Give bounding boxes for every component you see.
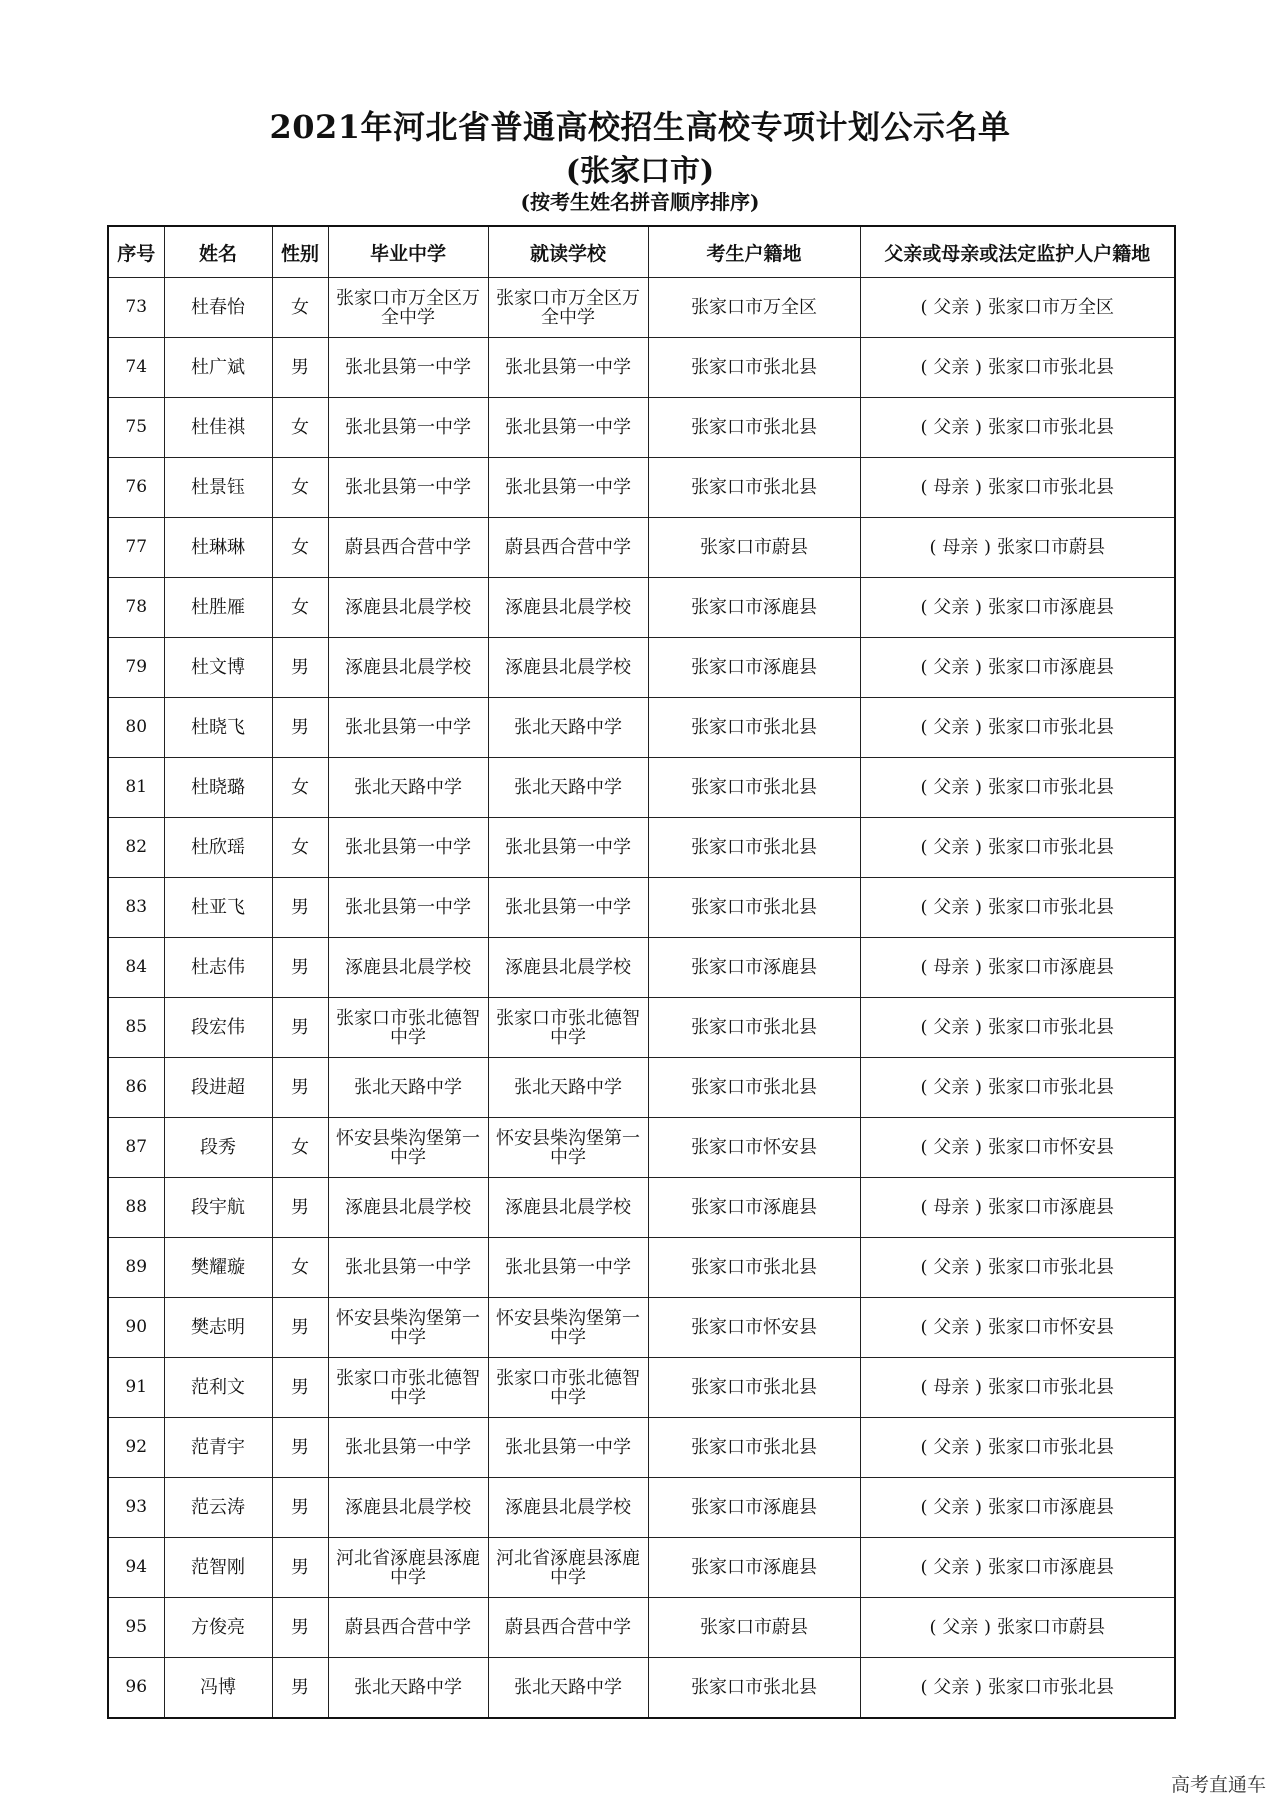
- sort-note: (按考生姓名拼音顺序排序): [520, 190, 760, 214]
- cell-guardian-registration: [860, 638, 1175, 698]
- table-row: [108, 1058, 1175, 1118]
- table-row: [108, 1418, 1175, 1478]
- cell-guardian-registration: [860, 1298, 1175, 1358]
- table-row: [108, 398, 1175, 458]
- cell-graduated-school: 蔚县西合营中学: [328, 1598, 488, 1658]
- cell-gender: 女: [272, 1238, 328, 1298]
- header-name: 姓名: [164, 226, 272, 278]
- cell-gender: 女: [272, 578, 328, 638]
- table-row: [108, 938, 1175, 998]
- cell-household-registration: 张家口市涿鹿县: [648, 638, 860, 698]
- guardian-relation: ( 父亲 ): [920, 1497, 982, 1518]
- cell-guardian-registration: [860, 1538, 1175, 1598]
- cell-no: 95: [108, 1598, 164, 1658]
- cell-household-registration: 张家口市蔚县: [648, 518, 860, 578]
- guardian-place: 张家口市蔚县: [997, 537, 1105, 558]
- table-row: [108, 338, 1175, 398]
- header-no: 序号: [108, 226, 164, 278]
- guardian-info: [921, 1318, 1115, 1337]
- cell-name: 杜欣瑶: [164, 818, 272, 878]
- guardian-info: [921, 1198, 1115, 1217]
- cell-graduated-school: 张家口市万全区万全中学: [328, 278, 488, 338]
- cell-graduated-school: 张北天路中学: [328, 758, 488, 818]
- cell-current-school: 蔚县西合营中学: [488, 518, 648, 578]
- cell-name: 范青宇: [164, 1418, 272, 1478]
- guardian-relation: ( 母亲 ): [920, 957, 982, 978]
- guardian-place: 张家口市张北县: [988, 1257, 1114, 1278]
- guardian-place: 张家口市张北县: [988, 837, 1114, 858]
- cell-household-registration: 张家口市张北县: [648, 878, 860, 938]
- cell-graduated-school: 怀安县柴沟堡第一中学: [328, 1118, 488, 1178]
- guardian-relation: ( 母亲 ): [929, 537, 991, 558]
- table-row: [108, 1178, 1175, 1238]
- guardian-place: 张家口市万全区: [988, 297, 1114, 318]
- cell-gender: 男: [272, 1058, 328, 1118]
- guardian-info: [921, 898, 1115, 917]
- cell-gender: 女: [272, 818, 328, 878]
- guardian-info: [921, 478, 1115, 497]
- cell-name: 杜亚飞: [164, 878, 272, 938]
- cell-no: 84: [108, 938, 164, 998]
- cell-gender: 女: [272, 1118, 328, 1178]
- cell-guardian-registration: [860, 458, 1175, 518]
- cell-guardian-registration: [860, 998, 1175, 1058]
- cell-no: 91: [108, 1358, 164, 1418]
- cell-no: 93: [108, 1478, 164, 1538]
- guardian-info: [921, 1378, 1115, 1397]
- cell-name: 段宇航: [164, 1178, 272, 1238]
- cell-graduated-school: 涿鹿县北晨学校: [328, 638, 488, 698]
- cell-graduated-school: 怀安县柴沟堡第一中学: [328, 1298, 488, 1358]
- cell-gender: 男: [272, 1658, 328, 1719]
- cell-guardian-registration: [860, 398, 1175, 458]
- cell-current-school: 河北省涿鹿县涿鹿中学: [488, 1538, 648, 1598]
- guardian-info: [921, 1438, 1115, 1457]
- guardian-info: [921, 718, 1115, 737]
- cell-name: 杜胜雁: [164, 578, 272, 638]
- guardian-relation: ( 父亲 ): [920, 1077, 982, 1098]
- table-row: [108, 998, 1175, 1058]
- cell-guardian-registration: [860, 518, 1175, 578]
- cell-current-school: 涿鹿县北晨学校: [488, 638, 648, 698]
- cell-name: 杜广斌: [164, 338, 272, 398]
- cell-name: 范利文: [164, 1358, 272, 1418]
- table-row: [108, 818, 1175, 878]
- guardian-info: [921, 358, 1115, 377]
- cell-graduated-school: 涿鹿县北晨学校: [328, 578, 488, 638]
- cell-graduated-school: 涿鹿县北晨学校: [328, 1478, 488, 1538]
- table-row: [108, 578, 1175, 638]
- guardian-place: 张家口市张北县: [988, 1017, 1114, 1038]
- cell-current-school: 涿鹿县北晨学校: [488, 938, 648, 998]
- cell-guardian-registration: [860, 878, 1175, 938]
- table-row: [108, 1658, 1175, 1719]
- cell-graduated-school: 涿鹿县北晨学校: [328, 1178, 488, 1238]
- cell-household-registration: 张家口市涿鹿县: [648, 1478, 860, 1538]
- cell-current-school: 张家口市张北德智中学: [488, 998, 648, 1058]
- cell-current-school: 张北天路中学: [488, 1058, 648, 1118]
- table-row: [108, 878, 1175, 938]
- table-row: [108, 758, 1175, 818]
- cell-no: 86: [108, 1058, 164, 1118]
- cell-household-registration: 张家口市涿鹿县: [648, 1538, 860, 1598]
- cell-no: 79: [108, 638, 164, 698]
- cell-no: 82: [108, 818, 164, 878]
- table-row: [108, 698, 1175, 758]
- cell-no: 74: [108, 338, 164, 398]
- cell-no: 75: [108, 398, 164, 458]
- cell-current-school: 涿鹿县北晨学校: [488, 1478, 648, 1538]
- page-subtitle: (张家口市): [565, 154, 715, 189]
- guardian-relation: ( 母亲 ): [920, 477, 982, 498]
- cell-gender: 男: [272, 638, 328, 698]
- cell-graduated-school: 张北县第一中学: [328, 1418, 488, 1478]
- guardian-info: [921, 1498, 1115, 1517]
- cell-current-school: 张北天路中学: [488, 758, 648, 818]
- cell-current-school: 张北天路中学: [488, 1658, 648, 1719]
- cell-guardian-registration: [860, 1238, 1175, 1298]
- guardian-place: 张家口市蔚县: [997, 1617, 1105, 1638]
- guardian-info: [930, 1618, 1106, 1637]
- cell-no: 92: [108, 1418, 164, 1478]
- cell-gender: 男: [272, 338, 328, 398]
- cell-current-school: 张北县第一中学: [488, 1238, 648, 1298]
- cell-graduated-school: 蔚县西合营中学: [328, 518, 488, 578]
- cell-name: 杜文博: [164, 638, 272, 698]
- cell-gender: 男: [272, 878, 328, 938]
- guardian-relation: ( 父亲 ): [920, 717, 982, 738]
- guardian-place: 张家口市涿鹿县: [988, 1557, 1114, 1578]
- cell-guardian-registration: [860, 338, 1175, 398]
- guardian-info: [921, 418, 1115, 437]
- table-row: [108, 1538, 1175, 1598]
- cell-no: 77: [108, 518, 164, 578]
- cell-no: 87: [108, 1118, 164, 1178]
- cell-name: 方俊亮: [164, 1598, 272, 1658]
- cell-current-school: 怀安县柴沟堡第一中学: [488, 1118, 648, 1178]
- cell-name: 范智刚: [164, 1538, 272, 1598]
- cell-guardian-registration: [860, 1358, 1175, 1418]
- cell-gender: 男: [272, 1358, 328, 1418]
- header-gender: 性别: [272, 226, 328, 278]
- guardian-info: [921, 778, 1115, 797]
- roster-table: [107, 225, 1176, 1719]
- table-row: [108, 1478, 1175, 1538]
- cell-household-registration: 张家口市张北县: [648, 1418, 860, 1478]
- cell-household-registration: 张家口市涿鹿县: [648, 578, 860, 638]
- cell-gender: 女: [272, 758, 328, 818]
- cell-current-school: 张北县第一中学: [488, 398, 648, 458]
- table-row: [108, 638, 1175, 698]
- cell-graduated-school: 张北县第一中学: [328, 818, 488, 878]
- table-row: [108, 278, 1175, 338]
- cell-name: 冯博: [164, 1658, 272, 1719]
- guardian-place: 张家口市涿鹿县: [988, 957, 1114, 978]
- table-row: [108, 458, 1175, 518]
- cell-household-registration: 张家口市张北县: [648, 698, 860, 758]
- guardian-info: [921, 838, 1115, 857]
- cell-current-school: 怀安县柴沟堡第一中学: [488, 1298, 648, 1358]
- guardian-place: 张家口市涿鹿县: [988, 1497, 1114, 1518]
- cell-name: 段秀: [164, 1118, 272, 1178]
- cell-household-registration: 张家口市蔚县: [648, 1598, 860, 1658]
- guardian-relation: ( 父亲 ): [920, 1017, 982, 1038]
- cell-guardian-registration: [860, 1418, 1175, 1478]
- guardian-info: [930, 538, 1106, 557]
- guardian-relation: ( 父亲 ): [929, 1617, 991, 1638]
- cell-guardian-registration: [860, 1598, 1175, 1658]
- guardian-relation: ( 母亲 ): [920, 1377, 982, 1398]
- cell-no: 96: [108, 1658, 164, 1719]
- table-row: [108, 1298, 1175, 1358]
- cell-household-registration: 张家口市张北县: [648, 1238, 860, 1298]
- cell-no: 78: [108, 578, 164, 638]
- cell-name: 段宏伟: [164, 998, 272, 1058]
- guardian-place: 张家口市张北县: [988, 777, 1114, 798]
- guardian-relation: ( 父亲 ): [920, 1317, 982, 1338]
- table-header-row: [108, 226, 1175, 278]
- guardian-place: 张家口市张北县: [988, 357, 1114, 378]
- cell-gender: 女: [272, 278, 328, 338]
- cell-gender: 男: [272, 698, 328, 758]
- cell-name: 杜景钰: [164, 458, 272, 518]
- cell-graduated-school: 张北天路中学: [328, 1058, 488, 1118]
- cell-current-school: 张北县第一中学: [488, 878, 648, 938]
- cell-guardian-registration: [860, 1658, 1175, 1719]
- header-guardian-registration: 父亲或母亲或法定监护人户籍地: [860, 226, 1175, 278]
- cell-name: 樊志明: [164, 1298, 272, 1358]
- guardian-info: [921, 658, 1115, 677]
- table-row: [108, 1358, 1175, 1418]
- guardian-info: [921, 1558, 1115, 1577]
- cell-name: 范云涛: [164, 1478, 272, 1538]
- cell-name: 杜晓飞: [164, 698, 272, 758]
- guardian-place: 张家口市张北县: [988, 417, 1114, 438]
- cell-graduated-school: 张北县第一中学: [328, 398, 488, 458]
- cell-guardian-registration: [860, 278, 1175, 338]
- header-graduated-school: 毕业中学: [328, 226, 488, 278]
- cell-household-registration: 张家口市万全区: [648, 278, 860, 338]
- header-current-school: 就读学校: [488, 226, 648, 278]
- cell-guardian-registration: [860, 1478, 1175, 1538]
- guardian-relation: ( 父亲 ): [920, 897, 982, 918]
- guardian-relation: ( 母亲 ): [920, 1197, 982, 1218]
- cell-name: 樊耀璇: [164, 1238, 272, 1298]
- cell-gender: 女: [272, 398, 328, 458]
- cell-household-registration: 张家口市张北县: [648, 398, 860, 458]
- cell-name: 杜琳琳: [164, 518, 272, 578]
- guardian-relation: ( 父亲 ): [920, 837, 982, 858]
- guardian-place: 张家口市张北县: [988, 1437, 1114, 1458]
- cell-gender: 男: [272, 1298, 328, 1358]
- cell-household-registration: 张家口市张北县: [648, 1358, 860, 1418]
- cell-gender: 女: [272, 458, 328, 518]
- guardian-place: 张家口市涿鹿县: [988, 1197, 1114, 1218]
- cell-household-registration: 张家口市张北县: [648, 458, 860, 518]
- cell-current-school: 张北县第一中学: [488, 458, 648, 518]
- table-row: [108, 1238, 1175, 1298]
- guardian-relation: ( 父亲 ): [920, 417, 982, 438]
- cell-household-registration: 张家口市张北县: [648, 1058, 860, 1118]
- cell-no: 83: [108, 878, 164, 938]
- guardian-info: [921, 1138, 1115, 1157]
- cell-current-school: 张北县第一中学: [488, 818, 648, 878]
- cell-household-registration: 张家口市张北县: [648, 338, 860, 398]
- cell-graduated-school: 张北天路中学: [328, 1658, 488, 1719]
- cell-name: 杜佳祺: [164, 398, 272, 458]
- cell-current-school: 涿鹿县北晨学校: [488, 578, 648, 638]
- cell-graduated-school: 张北县第一中学: [328, 338, 488, 398]
- table-row: [108, 518, 1175, 578]
- guardian-relation: ( 父亲 ): [920, 777, 982, 798]
- cell-gender: 男: [272, 1178, 328, 1238]
- watermark: 高考直通车: [1170, 1774, 1266, 1796]
- guardian-info: [921, 598, 1115, 617]
- cell-no: 88: [108, 1178, 164, 1238]
- guardian-info: [921, 1678, 1115, 1697]
- guardian-relation: ( 父亲 ): [920, 1137, 982, 1158]
- cell-household-registration: 张家口市张北县: [648, 818, 860, 878]
- cell-graduated-school: 张北县第一中学: [328, 458, 488, 518]
- cell-no: 81: [108, 758, 164, 818]
- cell-gender: 男: [272, 1478, 328, 1538]
- cell-household-registration: 张家口市怀安县: [648, 1298, 860, 1358]
- cell-no: 94: [108, 1538, 164, 1598]
- cell-no: 89: [108, 1238, 164, 1298]
- guardian-place: 张家口市怀安县: [988, 1137, 1114, 1158]
- guardian-place: 张家口市张北县: [988, 1677, 1114, 1698]
- guardian-relation: ( 父亲 ): [920, 597, 982, 618]
- cell-no: 76: [108, 458, 164, 518]
- cell-graduated-school: 河北省涿鹿县涿鹿中学: [328, 1538, 488, 1598]
- cell-gender: 男: [272, 938, 328, 998]
- cell-gender: 女: [272, 518, 328, 578]
- guardian-place: 张家口市涿鹿县: [988, 657, 1114, 678]
- guardian-relation: ( 父亲 ): [920, 1677, 982, 1698]
- guardian-place: 张家口市张北县: [988, 897, 1114, 918]
- cell-name: 段进超: [164, 1058, 272, 1118]
- cell-no: 85: [108, 998, 164, 1058]
- guardian-relation: ( 父亲 ): [920, 1557, 982, 1578]
- cell-graduated-school: 涿鹿县北晨学校: [328, 938, 488, 998]
- cell-current-school: 蔚县西合营中学: [488, 1598, 648, 1658]
- cell-household-registration: 张家口市张北县: [648, 1658, 860, 1719]
- cell-household-registration: 张家口市张北县: [648, 758, 860, 818]
- table-row: [108, 1598, 1175, 1658]
- cell-current-school: 张北县第一中学: [488, 338, 648, 398]
- table-body: [108, 278, 1175, 1719]
- cell-gender: 男: [272, 1598, 328, 1658]
- cell-gender: 男: [272, 1418, 328, 1478]
- cell-household-registration: 张家口市涿鹿县: [648, 1178, 860, 1238]
- cell-household-registration: 张家口市涿鹿县: [648, 938, 860, 998]
- header-household-registration: 考生户籍地: [648, 226, 860, 278]
- guardian-relation: ( 父亲 ): [920, 357, 982, 378]
- cell-current-school: 张北县第一中学: [488, 1418, 648, 1478]
- cell-gender: 男: [272, 998, 328, 1058]
- cell-guardian-registration: [860, 1118, 1175, 1178]
- table-row: [108, 1118, 1175, 1178]
- guardian-place: 张家口市张北县: [988, 717, 1114, 738]
- cell-current-school: 张家口市张北德智中学: [488, 1358, 648, 1418]
- cell-guardian-registration: [860, 578, 1175, 638]
- cell-name: 杜春怡: [164, 278, 272, 338]
- cell-current-school: 涿鹿县北晨学校: [488, 1178, 648, 1238]
- page-title: 2021年河北省普通高校招生高校专项计划公示名单: [269, 108, 1011, 146]
- guardian-info: [921, 1078, 1115, 1097]
- guardian-info: [921, 1258, 1115, 1277]
- guardian-relation: ( 父亲 ): [920, 1257, 982, 1278]
- cell-no: 90: [108, 1298, 164, 1358]
- guardian-relation: ( 父亲 ): [920, 297, 982, 318]
- guardian-info: [921, 958, 1115, 977]
- cell-name: 杜志伟: [164, 938, 272, 998]
- guardian-place: 张家口市张北县: [988, 477, 1114, 498]
- cell-household-registration: 张家口市张北县: [648, 998, 860, 1058]
- cell-guardian-registration: [860, 758, 1175, 818]
- cell-graduated-school: 张家口市张北德智中学: [328, 1358, 488, 1418]
- cell-name: 杜晓璐: [164, 758, 272, 818]
- cell-no: 80: [108, 698, 164, 758]
- guardian-info: [921, 298, 1115, 317]
- cell-graduated-school: 张家口市张北德智中学: [328, 998, 488, 1058]
- cell-guardian-registration: [860, 938, 1175, 998]
- cell-graduated-school: 张北县第一中学: [328, 878, 488, 938]
- cell-graduated-school: 张北县第一中学: [328, 1238, 488, 1298]
- cell-guardian-registration: [860, 1178, 1175, 1238]
- cell-gender: 男: [272, 1538, 328, 1598]
- guardian-info: [921, 1018, 1115, 1037]
- guardian-place: 张家口市涿鹿县: [988, 597, 1114, 618]
- cell-graduated-school: 张北县第一中学: [328, 698, 488, 758]
- cell-guardian-registration: [860, 1058, 1175, 1118]
- guardian-place: 张家口市张北县: [988, 1377, 1114, 1398]
- cell-guardian-registration: [860, 698, 1175, 758]
- guardian-place: 张家口市怀安县: [988, 1317, 1114, 1338]
- cell-no: 73: [108, 278, 164, 338]
- cell-household-registration: 张家口市怀安县: [648, 1118, 860, 1178]
- guardian-relation: ( 父亲 ): [920, 657, 982, 678]
- cell-guardian-registration: [860, 818, 1175, 878]
- guardian-relation: ( 父亲 ): [920, 1437, 982, 1458]
- guardian-place: 张家口市张北县: [988, 1077, 1114, 1098]
- cell-current-school: 张家口市万全区万全中学: [488, 278, 648, 338]
- cell-current-school: 张北天路中学: [488, 698, 648, 758]
